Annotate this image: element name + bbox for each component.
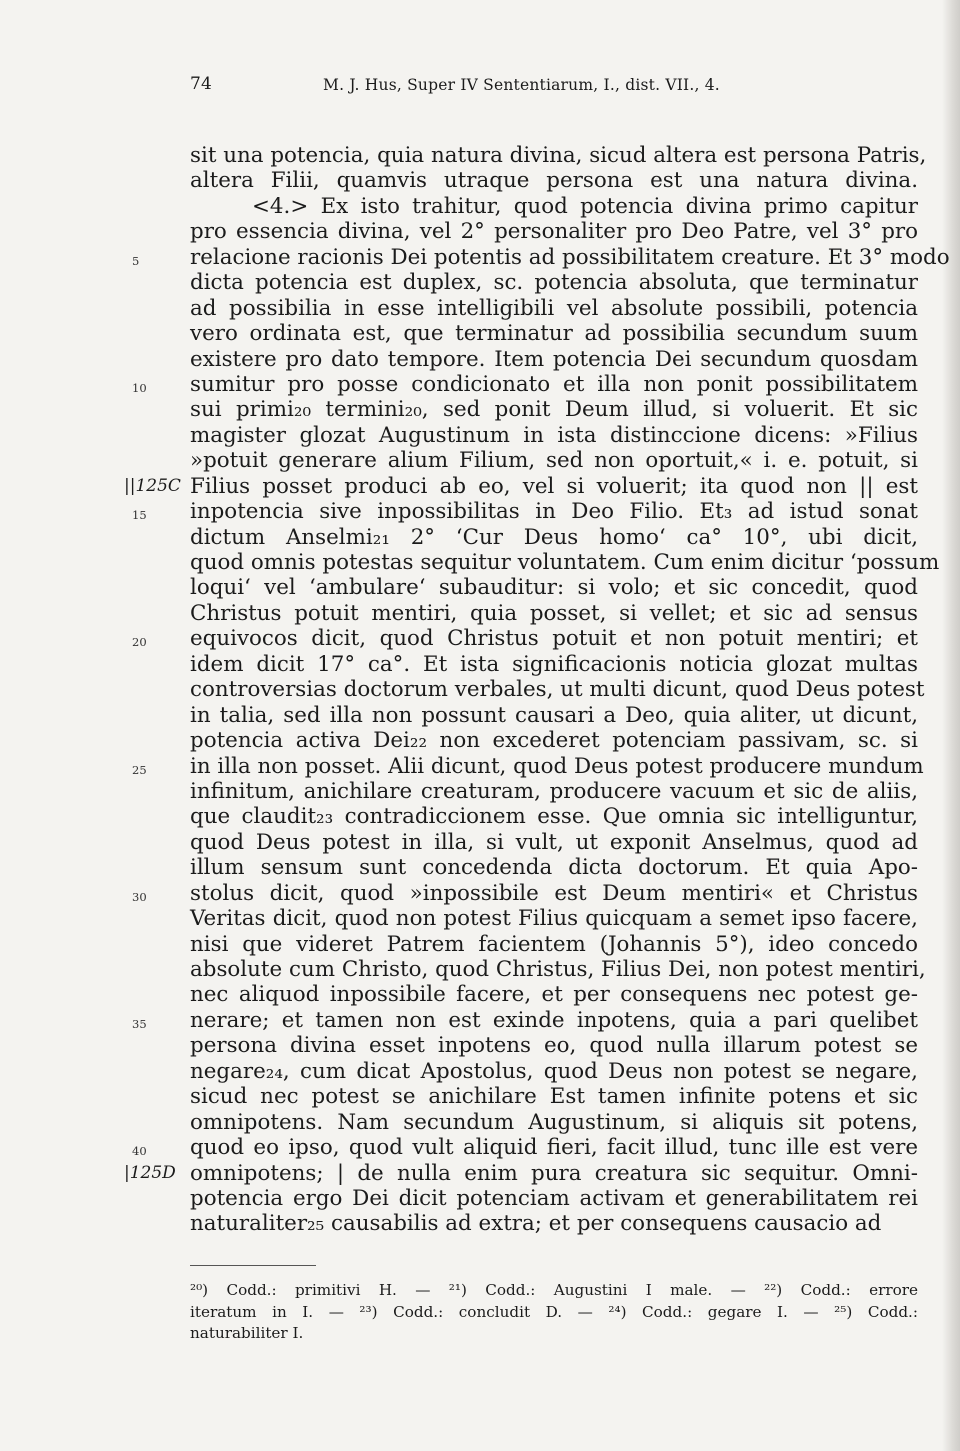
line-text: sicud nec potest se anichilare Est tamen infinite potens et sic: [190, 1084, 918, 1110]
text-line: [124, 1160, 918, 1186]
line-text: nec aliquod inpossibile facere, et per consequens nec potest ge-: [190, 982, 918, 1008]
text-line: [190, 168, 918, 193]
text-line: [190, 347, 918, 372]
text-line: [190, 728, 918, 753]
line-text: loqui‘ vel ‘ambulare‘ subauditur: si volo; et sic concedit, quod: [190, 575, 918, 601]
text-line: [190, 143, 927, 168]
line-text: que claudit₂₃ contradiccionem esse. Que omnia sic intelliguntur,: [190, 804, 918, 830]
line-text: quod omnis potestas sequitur voluntatem. Cum enim dicitur ‘possum: [190, 550, 940, 575]
text-line: [190, 1211, 918, 1236]
text-line: [190, 219, 918, 244]
text-line: [190, 779, 918, 804]
text-line: [132, 880, 918, 906]
line-text: <4.> Ex isto trahitur, quod potencia divina primo capitur: [252, 193, 918, 219]
line-text: quod eo ipso, quod vult aliquid fieri, facit illud, tunc ille est vere: [190, 1135, 918, 1161]
line-text: quod Deus potest in illa, si vult, ut exponit Anselmus, quod ad: [190, 829, 918, 855]
line-text: sui primi₂₀ termini₂₀, sed ponit Deum illud, si voluerit. Et sic: [190, 397, 918, 423]
line-number: 40: [132, 1144, 147, 1159]
text-line: [132, 1007, 918, 1033]
line-text: negare₂₄, cum dicat Apostolus, quod Deus non potest se negare,: [190, 1058, 918, 1084]
text-line: [124, 473, 918, 499]
line-number: 5: [132, 253, 140, 268]
footnote-line: naturabiliter I.: [190, 1324, 304, 1342]
text-line: [190, 321, 918, 346]
line-number: 30: [132, 889, 147, 904]
text-line: [190, 652, 918, 677]
line-number: 20: [132, 635, 147, 650]
line-text: pro essencia divina, vel 2° personaliter pro Deo Patre, vel 3° pro: [190, 219, 918, 245]
text-line: [190, 830, 918, 855]
text-line: [190, 448, 918, 473]
line-number: 35: [132, 1016, 147, 1031]
line-text: ad possibilia in esse intelligibili vel absolute possibili, potencia: [190, 295, 918, 321]
line-text: »potuit generare alium Filium, sed non oportuit,« i. e. potuit, si: [190, 448, 918, 474]
text-line: [190, 397, 918, 422]
line-text: persona divina esset inpotens eo, quod nulla illarum potest se: [190, 1033, 918, 1059]
text-line: [190, 601, 918, 626]
text-line: [190, 932, 918, 957]
text-line: [190, 855, 918, 880]
text-line: [132, 626, 918, 652]
text-line: [190, 296, 918, 321]
text-line: [190, 194, 918, 219]
text-line: [132, 244, 950, 270]
text-line: [132, 1135, 918, 1161]
page-number: 74: [190, 74, 213, 94]
line-text: idem dicit 17° ca°. Et ista significacionis noticia glozat multas: [190, 651, 918, 677]
line-text: controversias doctorum verbales, ut multi dicunt, quod Deus potest: [190, 677, 925, 703]
line-text: sumitur pro posse condicionato et illa non ponit possibilitatem: [190, 371, 918, 397]
body-text: [124, 143, 950, 1237]
line-number: 10: [132, 380, 147, 395]
line-text: vero ordinata est, que terminatur ad possibilia secundum suum: [190, 321, 918, 347]
line-text: potencia activa Dei₂₂ non excederet potenciam passivam, sc. si: [190, 728, 918, 754]
line-text: Veritas dicit, quod non potest Filius quicquam a semet ipso facere,: [190, 906, 918, 932]
line-text: magister glozat Augustinum in ista distinccione dicens: »Filius: [190, 422, 918, 448]
text-line: [190, 1059, 918, 1084]
footnote-line: iteratum in I. — ²³) Codd.: concludit D. — ²⁴) Codd.: gegare I. — ²⁵) Codd.:: [190, 1302, 918, 1321]
text-line: [190, 525, 918, 550]
text-line: [132, 371, 918, 397]
text-line: [190, 957, 926, 982]
text-line: [190, 550, 940, 575]
footnote-rule: [190, 1265, 316, 1266]
text-line: [190, 1186, 918, 1211]
line-text: omnipotens; | de nulla enim pura creatura sic sequitur. Omni-: [190, 1160, 918, 1186]
line-text: inpotencia sive inpossibilitas in Deo Filio. Et₃ ad istud sonat: [190, 499, 918, 525]
line-text: equivocos dicit, quod Christus potuit et non potuit mentiri; et: [190, 626, 918, 652]
line-text: relacione racionis Dei potentis ad possibilitatem creature. Et 3° modo: [190, 244, 950, 270]
text-line: [190, 982, 918, 1007]
text-line: [132, 753, 924, 779]
line-text: illum sensum sunt concedenda dicta doctorum. Et quia Apo-: [190, 855, 918, 881]
line-text: stolus dicit, quod »inpossibile est Deum mentiri« et Christus: [190, 880, 918, 906]
text-line: [132, 499, 918, 525]
line-text: nerare; et tamen non est exinde inpotens, quia a pari quelibet: [190, 1007, 918, 1033]
line-text: Christus potuit mentiri, quia posset, si vellet; et sic ad sensus: [190, 600, 918, 626]
text-line: [190, 703, 918, 728]
margin-reference: |125D: [124, 1162, 176, 1183]
text-line: [190, 575, 918, 600]
margin-reference: ||125C: [124, 475, 181, 496]
line-text: potencia ergo Dei dicit potenciam activam et generabilitatem rei: [190, 1185, 918, 1211]
line-text: in illa non posset. Alii dicunt, quod Deus potest producere mundum: [190, 753, 924, 779]
line-text: dictum Anselmi₂₁ 2° ‘Cur Deus homo‘ ca° 10°, ubi dicit,: [190, 524, 918, 550]
text-line: [190, 1084, 918, 1109]
line-text: absolute cum Christo, quod Christus, Filius Dei, non potest mentiri,: [190, 957, 926, 982]
line-text: altera Filii, quamvis utraque persona est una natura divina.: [190, 168, 918, 194]
footnote-line: ²⁰) Codd.: primitivi H. — ²¹) Codd.: Augustini I male. — ²²) Codd.: errore: [190, 1281, 918, 1299]
page-header: [190, 74, 890, 104]
text-line: [190, 804, 918, 829]
text-line: [190, 423, 918, 448]
line-text: omnipotens. Nam secundum Augustinum, si aliquis sit potens,: [190, 1109, 918, 1135]
line-text: infinitum, anichilare creaturam, producere vacuum et sic de aliis,: [190, 778, 918, 804]
running-title: M. J. Hus, Super IV Sententiarum, I., dist. VII., 4.: [323, 76, 720, 94]
line-text: naturaliter₂₅ causabilis ad extra; et per consequens causacio ad: [190, 1211, 882, 1237]
line-text: Filius posset produci ab eo, vel si voluerit; ita quod non || est: [190, 473, 918, 499]
line-text: sit una potencia, quia natura divina, sicud altera est persona Patris,: [190, 143, 927, 168]
page-edge: [942, 0, 960, 1451]
line-number: 15: [132, 508, 147, 523]
line-text: dicta potencia est duplex, sc. potencia absoluta, que terminatur: [190, 270, 918, 296]
line-text: existere pro dato tempore. Item potencia Dei secundum quosdam: [190, 346, 918, 372]
text-line: [190, 1110, 918, 1135]
text-line: [190, 677, 925, 703]
line-text: nisi que videret Patrem facientem (Johannis 5°), ideo concedo: [190, 931, 918, 957]
line-number: 25: [132, 762, 147, 777]
text-line: [190, 906, 918, 931]
footnotes: [190, 1280, 918, 1345]
text-line: [190, 1033, 918, 1058]
line-text: in talia, sed illa non possunt causari a Deo, quia aliter, ut dicunt,: [190, 702, 918, 728]
text-line: [190, 270, 918, 295]
